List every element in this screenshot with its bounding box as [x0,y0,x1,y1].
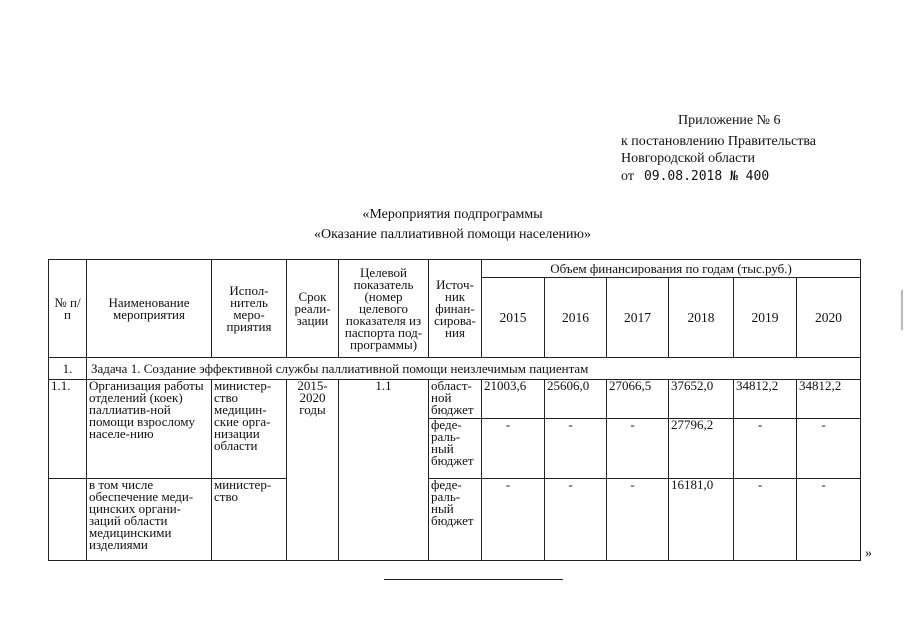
row-name: в том числе обеспечение меди-цинских органи-заций области медицинскими изделиями [87,479,212,561]
task-row [49,358,861,380]
row-source: феде-раль-ный бюджет [429,419,482,479]
task-num: 1. [49,358,87,380]
row-num: 1.1. [49,380,87,479]
value-cell: - [607,419,669,479]
header-target: Целевой показатель (номер целевого показателя из паспорта под-программы) [339,260,429,358]
date-prefix: от [621,169,634,184]
value-cell: 21003,6 [482,380,545,419]
value-cell: - [607,479,669,561]
header-executor: Испол-нитель меро-приятия [212,260,287,358]
date-value: 09.08.2018 № 400 [643,169,770,184]
row-target: 1.1 [339,380,429,561]
header-year: 2020 [797,278,861,358]
value-cell: 37652,0 [669,380,734,419]
header-year: 2017 [607,278,669,358]
value-cell: 25606,0 [545,380,607,419]
separator-line [384,579,563,580]
value-cell: 27796,2 [669,419,734,479]
scan-mark [901,290,903,330]
value-cell: - [545,479,607,561]
header-term: Срок реали-зации [287,260,339,358]
row-source: феде-раль-ный бюджет [429,479,482,561]
value-cell: - [734,419,797,479]
value-cell: - [734,479,797,561]
appendix-line-2: Новгородской области [621,151,755,166]
value-cell: - [545,419,607,479]
table-row [49,479,861,561]
value-cell: - [797,479,861,561]
header-year: 2019 [734,278,797,358]
appendix-line-1: к постановлению Правительства [621,134,817,149]
appendix-title: Приложение № 6 [678,113,781,128]
header-year: 2015 [482,278,545,358]
value-cell: 34812,2 [734,380,797,419]
closing-quote: » [865,546,872,561]
activities-table [48,259,861,561]
heading-line-1: «Мероприятия подпрограммы [362,207,543,222]
value-cell: - [482,479,545,561]
table-row [49,380,861,419]
header-year: 2018 [669,278,734,358]
row-num-empty [49,479,87,561]
value-cell: - [482,419,545,479]
row-executor: министер-ство медицин-ские орга-низации области [212,380,287,479]
row-term: 2015-2020 годы [287,380,339,561]
header-num: № п/п [49,260,87,358]
value-cell: - [797,419,861,479]
header-source: Источ-ник финан-сирова-ния [429,260,482,358]
header-funding: Объем финансирования по годам (тыс.руб.) [482,260,861,278]
header-name: Наименование мероприятия [87,260,212,358]
row-executor: министер-ство [212,479,287,561]
task-text: Задача 1. Создание эффективной службы паллиативной помощи неизлечимым пациентам [87,358,861,380]
row-source: област-ной бюджет [429,380,482,419]
value-cell: 34812,2 [797,380,861,419]
heading-line-2: «Оказание паллиативной помощи населению» [313,227,591,242]
value-cell: 27066,5 [607,380,669,419]
appendix-date [621,169,769,185]
value-cell: 16181,0 [669,479,734,561]
header-year: 2016 [545,278,607,358]
row-name: Организация работы отделений (коек) паллиатив-ной помощи взрослому населе-нию [87,380,212,479]
